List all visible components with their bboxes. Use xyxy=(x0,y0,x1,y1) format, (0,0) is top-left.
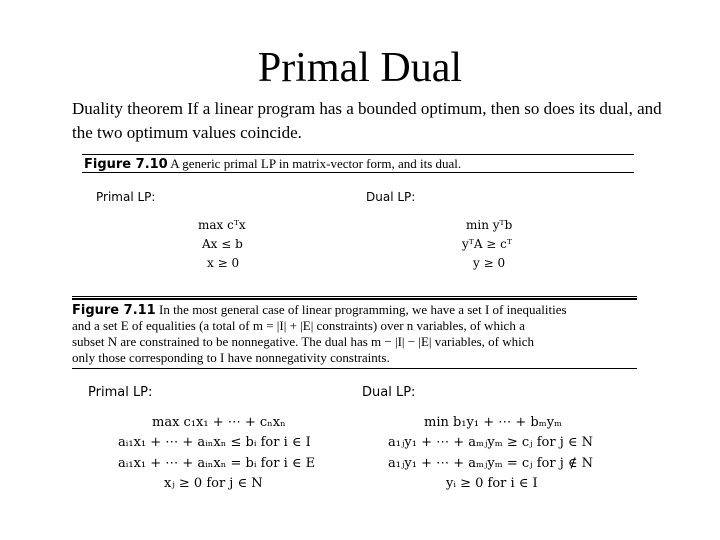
fig710-caption-rule xyxy=(82,172,634,173)
fig710-caption-label: Figure 7.10 xyxy=(84,157,168,172)
slide-title: Primal Dual xyxy=(257,45,463,91)
fig711-primal-eq: aᵢ₁x₁ + ⋯ + aᵢₙxₙ = bᵢ for i ∈ E xyxy=(118,456,316,471)
fig710-primal-objective: max cᵀx xyxy=(198,218,246,232)
fig711-top-rule xyxy=(72,298,637,300)
fig711-primal-ineq: aᵢ₁x₁ + ⋯ + aᵢₙxₙ ≤ bᵢ for i ∈ I xyxy=(118,435,311,450)
fig711-dual-ineq: a₁ⱼy₁ + ⋯ + aₘⱼyₘ ≥ cⱼ for j ∈ N xyxy=(388,435,594,450)
fig710-caption xyxy=(84,155,461,173)
fig710-dual-objective: min yᵀb xyxy=(466,218,513,232)
fig711-caption-line-2: and a set E of equalities (a total of m = |I| + |E| constraints) over n variables, of which a xyxy=(72,318,525,333)
fig711-caption-label: Figure 7.11 xyxy=(72,303,156,318)
fig711-caption-line-4: only those corresponding to I have nonnegativity constraints. xyxy=(72,350,390,365)
fig711-dual-nonneg: yᵢ ≥ 0 for i ∈ I xyxy=(446,476,538,491)
fig711-caption-rule xyxy=(72,368,637,369)
duality-theorem-text: Duality theorem If a linear program has a bounded optimum, then so does its dual, and the two optimum values coincide. xyxy=(72,99,662,142)
fig711-primal-label: Primal LP: xyxy=(88,385,153,400)
fig711-caption-text-1: In the most general case of linear programming, we have a set I of inequalities xyxy=(158,302,567,317)
fig710-caption-text: A generic primal LP in matrix-vector form, and its dual. xyxy=(170,156,462,171)
fig711-dual-label: Dual LP: xyxy=(362,385,416,400)
fig710-dual-label: Dual LP: xyxy=(366,190,416,204)
fig710-primal-constraint: Ax ≤ b xyxy=(202,237,243,251)
fig711-primal-nonneg: xⱼ ≥ 0 for j ∈ N xyxy=(164,476,263,491)
fig711-dual-eq: a₁ⱼy₁ + ⋯ + aₘⱼyₘ = cⱼ for j ∉ N xyxy=(388,456,594,471)
fig710-bottom-rule xyxy=(72,296,637,297)
fig710-primal-nonneg: x ≥ 0 xyxy=(207,256,240,270)
fig711-dual-objective: min b₁y₁ + ⋯ + bₘyₘ xyxy=(424,415,563,430)
fig710-dual-constraint: yᵀA ≥ cᵀ xyxy=(462,237,512,251)
fig711-caption-line-3: subset N are constrained to be nonnegative. The dual has m − |I| − |E| variables, of which xyxy=(72,334,535,349)
fig710-primal-label: Primal LP: xyxy=(96,190,156,204)
fig711-primal-objective: max c₁x₁ + ⋯ + cₙxₙ xyxy=(152,415,286,430)
fig710-dual-nonneg: y ≥ 0 xyxy=(473,256,506,270)
